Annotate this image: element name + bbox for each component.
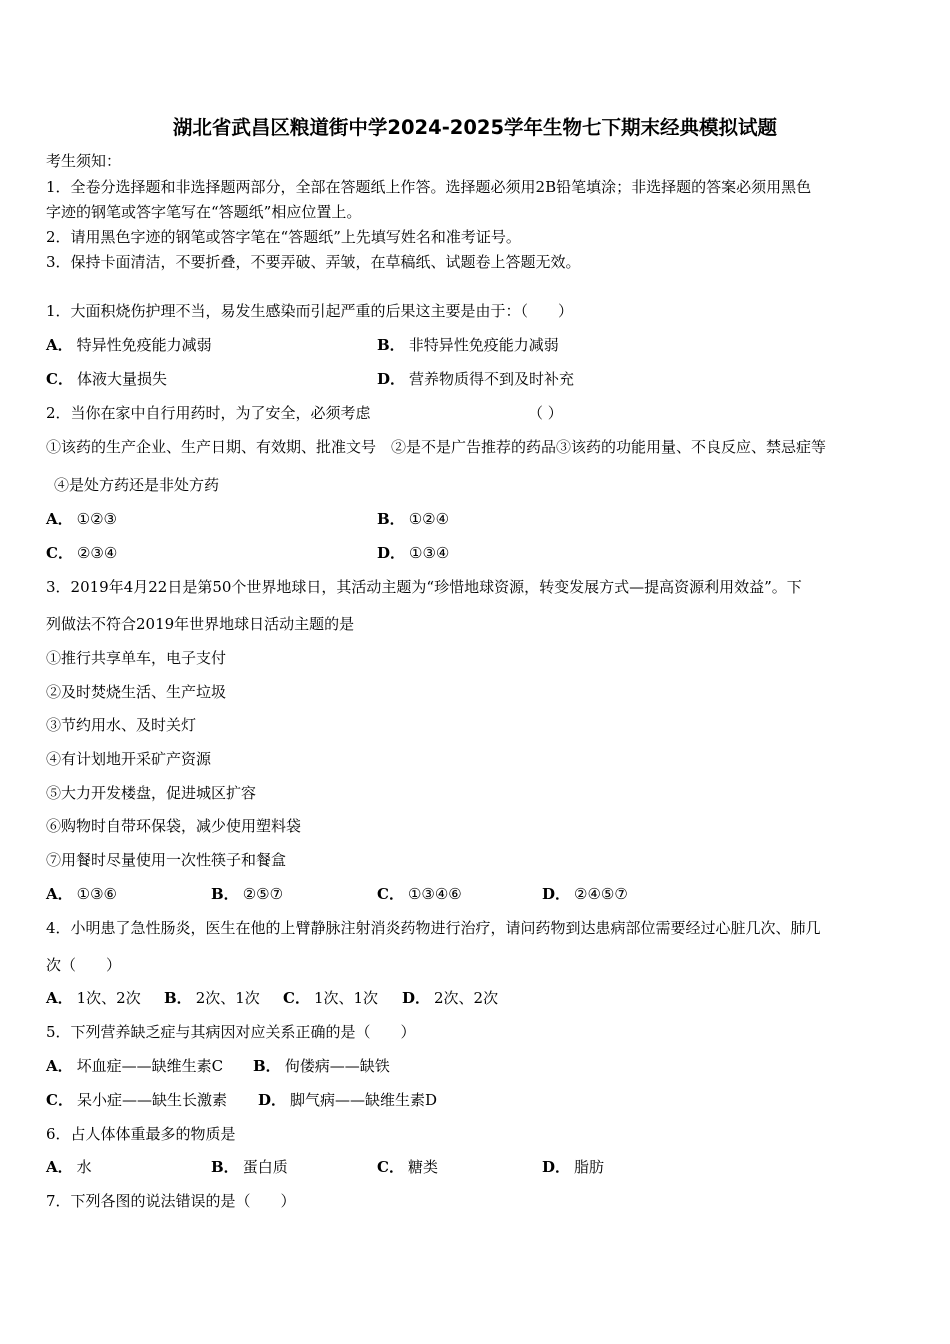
question-3-item: ②及时焚烧生活、生产垃圾 bbox=[46, 683, 227, 701]
option-text: 呆小症——缺生长激素 bbox=[76, 1091, 227, 1109]
q3-option-b bbox=[211, 884, 283, 904]
question-3-item: ④有计划地开采矿产资源 bbox=[46, 750, 212, 768]
option-text: ②③④ bbox=[76, 544, 118, 562]
option-label: C． bbox=[46, 544, 73, 562]
option-label: C． bbox=[377, 885, 404, 903]
page-title: 湖北省武昌区粮道街中学2024-2025学年生物七下期末经典模拟试题 bbox=[172, 116, 778, 139]
q3-option-c bbox=[377, 884, 462, 904]
option-text: ①③④ bbox=[409, 544, 450, 562]
option-text: 特异性免疫能力减弱 bbox=[76, 336, 212, 354]
notice-item: 2．请用黑色字迹的钢笔或答字笔在“答题纸”上先填写姓名和准考证号。 bbox=[46, 228, 521, 246]
question-2-statements: ①该药的生产企业、生产日期、有效期、批准文号 ②是不是广告推荐的药品③该药的功能用量、不良反应、禁忌症等 bbox=[46, 438, 827, 456]
q3-option-d bbox=[542, 884, 628, 904]
q5-option-d bbox=[258, 1090, 437, 1110]
option-label: D． bbox=[377, 544, 406, 562]
option-text: 脂肪 bbox=[574, 1158, 605, 1176]
question-6-stem: 6．占人体体重最多的物质是 bbox=[46, 1125, 236, 1143]
option-label: A． bbox=[46, 1057, 73, 1075]
option-text: 糖类 bbox=[407, 1158, 438, 1176]
notice-item: 3．保持卡面清洁，不要折叠，不要弄破、弄皱，在草稿纸、试题卷上答题无效。 bbox=[46, 253, 581, 271]
question-3-item: ⑦用餐时尽量使用一次性筷子和餐盒 bbox=[46, 851, 287, 869]
option-text: 脚气病——缺维生素D bbox=[290, 1091, 438, 1109]
option-label: A． bbox=[46, 885, 73, 903]
q5-option-a bbox=[46, 1056, 223, 1076]
question-4-stem: 4．小明患了急性肠炎，医生在他的上臂静脉注射消炎药物进行治疗，请问药物到达患病部位需要经过心脏几次、肺几 bbox=[46, 919, 821, 937]
question-3-item: ⑥购物时自带环保袋，减少使用塑料袋 bbox=[46, 817, 302, 835]
q5-option-b bbox=[253, 1056, 390, 1076]
option-text: ①②③ bbox=[76, 510, 117, 528]
option-text: 2次、2次 bbox=[434, 989, 499, 1007]
option-label: B． bbox=[211, 1158, 239, 1176]
question-1-stem: 1．大面积烧伤护理不当，易发生感染而引起严重的后果这主要是由于：（ ） bbox=[46, 302, 574, 320]
option-label: A． bbox=[46, 989, 73, 1007]
option-label: C． bbox=[46, 1091, 73, 1109]
option-text: 营养物质得不到及时补充 bbox=[409, 370, 575, 388]
option-text: ②④⑤⑦ bbox=[574, 885, 628, 903]
option-text: 蛋白质 bbox=[242, 1158, 288, 1176]
q4-option-d bbox=[402, 988, 498, 1008]
notice-heading: 考生须知： bbox=[46, 152, 122, 170]
option-text: 体液大量损失 bbox=[76, 370, 167, 388]
question-3-stem-cont: 列做法不符合2019年世界地球日活动主题的是 bbox=[46, 615, 355, 633]
option-label: C． bbox=[283, 989, 310, 1007]
option-label: A． bbox=[46, 336, 73, 354]
q2-option-d bbox=[377, 543, 449, 563]
option-label: D． bbox=[542, 1158, 571, 1176]
option-text: 坏血症——缺维生素C bbox=[76, 1057, 224, 1075]
question-3-item: ⑤大力开发楼盘，促进城区扩容 bbox=[46, 784, 257, 802]
q6-option-d bbox=[542, 1157, 604, 1177]
q4-option-c bbox=[283, 988, 378, 1008]
option-text: 水 bbox=[76, 1158, 92, 1176]
option-text: 1次、1次 bbox=[313, 989, 379, 1007]
option-text: ①③⑥ bbox=[76, 885, 117, 903]
question-3-item: ③节约用水、及时关灯 bbox=[46, 716, 197, 734]
option-label: D． bbox=[258, 1091, 287, 1109]
option-label: C． bbox=[377, 1158, 404, 1176]
q1-option-c bbox=[46, 369, 167, 389]
option-text: 非特异性免疫能力减弱 bbox=[408, 336, 559, 354]
option-label: D． bbox=[402, 989, 431, 1007]
question-2-blank: （ ） bbox=[528, 404, 563, 422]
question-3-stem: 3．2019年4月22日是第50个世界地球日，其活动主题为“珍惜地球资源，转变发展方式—提高资源利用效益”。下 bbox=[46, 578, 802, 596]
notice-item: 1．全卷分选择题和非选择题两部分，全部在答题纸上作答。选择题必须用2B铅笔填涂；非选择题的答案必须用黑色 bbox=[46, 178, 812, 196]
q1-option-d bbox=[377, 369, 574, 389]
option-label: A． bbox=[46, 1158, 73, 1176]
q2-option-b bbox=[377, 509, 449, 529]
question-2-statements-cont: ④是处方药还是非处方药 bbox=[54, 476, 220, 494]
option-text: ①②④ bbox=[408, 510, 450, 528]
q1-option-a bbox=[46, 335, 212, 355]
option-text: ①③④⑥ bbox=[407, 885, 462, 903]
option-text: 1次、2次 bbox=[76, 989, 141, 1007]
q4-option-b bbox=[164, 988, 260, 1008]
option-label: D． bbox=[542, 885, 571, 903]
q2-option-a bbox=[46, 509, 117, 529]
question-4-stem-cont: 次（ ） bbox=[46, 956, 122, 974]
q6-option-b bbox=[211, 1157, 288, 1177]
option-label: B． bbox=[253, 1057, 281, 1075]
question-3-item: ①推行共享单车，电子支付 bbox=[46, 649, 227, 667]
question-5-stem: 5．下列营养缺乏症与其病因对应关系正确的是（ ） bbox=[46, 1023, 416, 1041]
option-label: B． bbox=[377, 336, 405, 354]
option-label: B． bbox=[377, 510, 405, 528]
q3-option-a bbox=[46, 884, 117, 904]
q4-option-a bbox=[46, 988, 141, 1008]
notice-item: 字迹的钢笔或答字笔写在“答题纸”相应位置上。 bbox=[46, 203, 362, 221]
option-label: B． bbox=[164, 989, 192, 1007]
question-7-stem: 7．下列各图的说法错误的是（ ） bbox=[46, 1192, 296, 1210]
option-label: A． bbox=[46, 510, 73, 528]
option-label: D． bbox=[377, 370, 406, 388]
q5-option-c bbox=[46, 1090, 227, 1110]
option-text: ②⑤⑦ bbox=[242, 885, 284, 903]
q6-option-a bbox=[46, 1157, 92, 1177]
q6-option-c bbox=[377, 1157, 438, 1177]
option-label: C． bbox=[46, 370, 73, 388]
option-text: 2次、1次 bbox=[195, 989, 260, 1007]
q2-option-c bbox=[46, 543, 117, 563]
option-label: B． bbox=[211, 885, 239, 903]
q1-option-b bbox=[377, 335, 559, 355]
question-2-stem: 2．当你在家中自行用药时，为了安全，必须考虑 bbox=[46, 404, 371, 422]
option-text: 佝偻病——缺铁 bbox=[284, 1057, 390, 1075]
